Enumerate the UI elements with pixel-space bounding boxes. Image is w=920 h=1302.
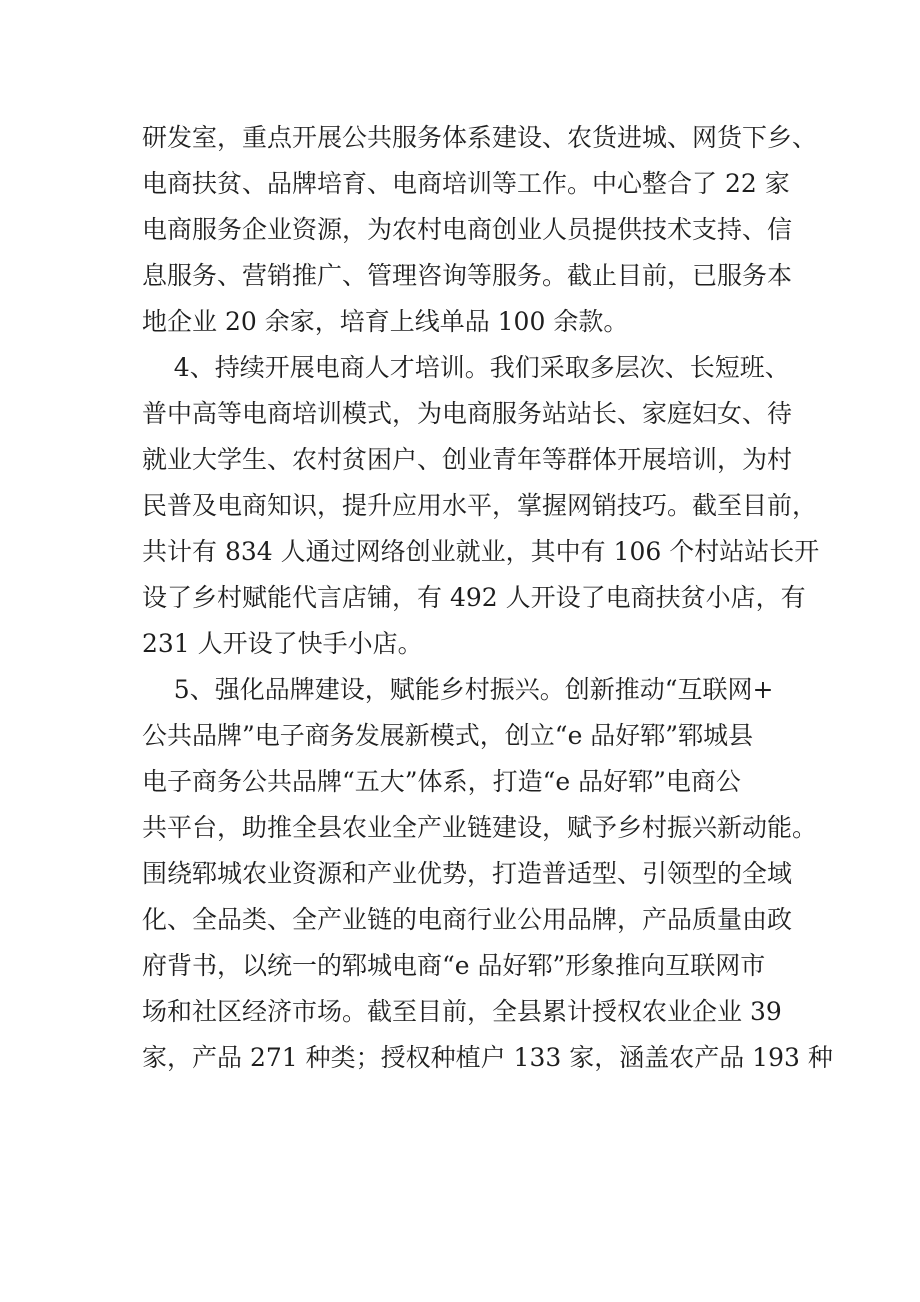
text-line: 围绕郓城农业资源和产业优势，打造普适型、引领型的全域 (142, 859, 793, 888)
text-line: 231 人开设了快手小店。 (142, 629, 423, 658)
text-line: 电商扶贫、品牌培育、电商培训等工作。中心整合了 22 家 (142, 169, 790, 198)
text-line: 普中高等电商培训模式，为电商服务站站长、家庭妇女、待 (142, 399, 793, 428)
text-line: 地企业 20 余家，培育上线单品 100 余款。 (142, 307, 629, 336)
text-line: 府背书，以统一的郓城电商“e 品好郓”形象推向互联网市 (142, 951, 766, 980)
text-line: 电子商务公共品牌“五大”体系，打造“e 品好郓”电商公 (142, 767, 741, 796)
text-line: 就业大学生、农村贫困户、创业青年等群体开展培训，为村 (142, 445, 793, 474)
text-line: 家，产品 271 种类；授权种植户 133 家，涵盖农产品 193 种 (142, 1043, 833, 1072)
text-line: 电商服务企业资源，为农村电商创业人员提供技术支持、信 (142, 215, 793, 244)
paragraph-5-start: 5、强化品牌建设，赋能乡村振兴。创新推动“互联网+ (142, 675, 774, 704)
text-line: 化、全品类、全产业链的电商行业公用品牌，产品质量由政 (142, 905, 793, 934)
text-line: 共平台，助推全县农业全产业链建设，赋予乡村振兴新动能。 (142, 813, 818, 842)
paragraph-4-start: 4、持续开展电商人才培训。我们采取多层次、长短班、 (142, 353, 790, 382)
text-line: 共计有 834 人通过网络创业就业，其中有 106 个村站站长开 (142, 537, 820, 566)
text-line: 研发室，重点开展公共服务体系建设、农货进城、网货下乡、 (142, 123, 818, 152)
text-line: 息服务、营销推广、管理咨询等服务。截止目前，已服务本 (142, 261, 793, 290)
text-line: 公共品牌”电子商务发展新模式，创立“e 品好郓”郓城县 (142, 721, 754, 750)
text-line: 设了乡村赋能代言店铺，有 492 人开设了电商扶贫小店，有 (142, 583, 806, 612)
body-text (142, 115, 833, 1081)
text-line: 场和社区经济市场。截至目前，全县累计授权农业企业 39 (142, 997, 782, 1026)
text-line: 民普及电商知识，提升应用水平，掌握网销技巧。截至目前， (142, 491, 818, 520)
